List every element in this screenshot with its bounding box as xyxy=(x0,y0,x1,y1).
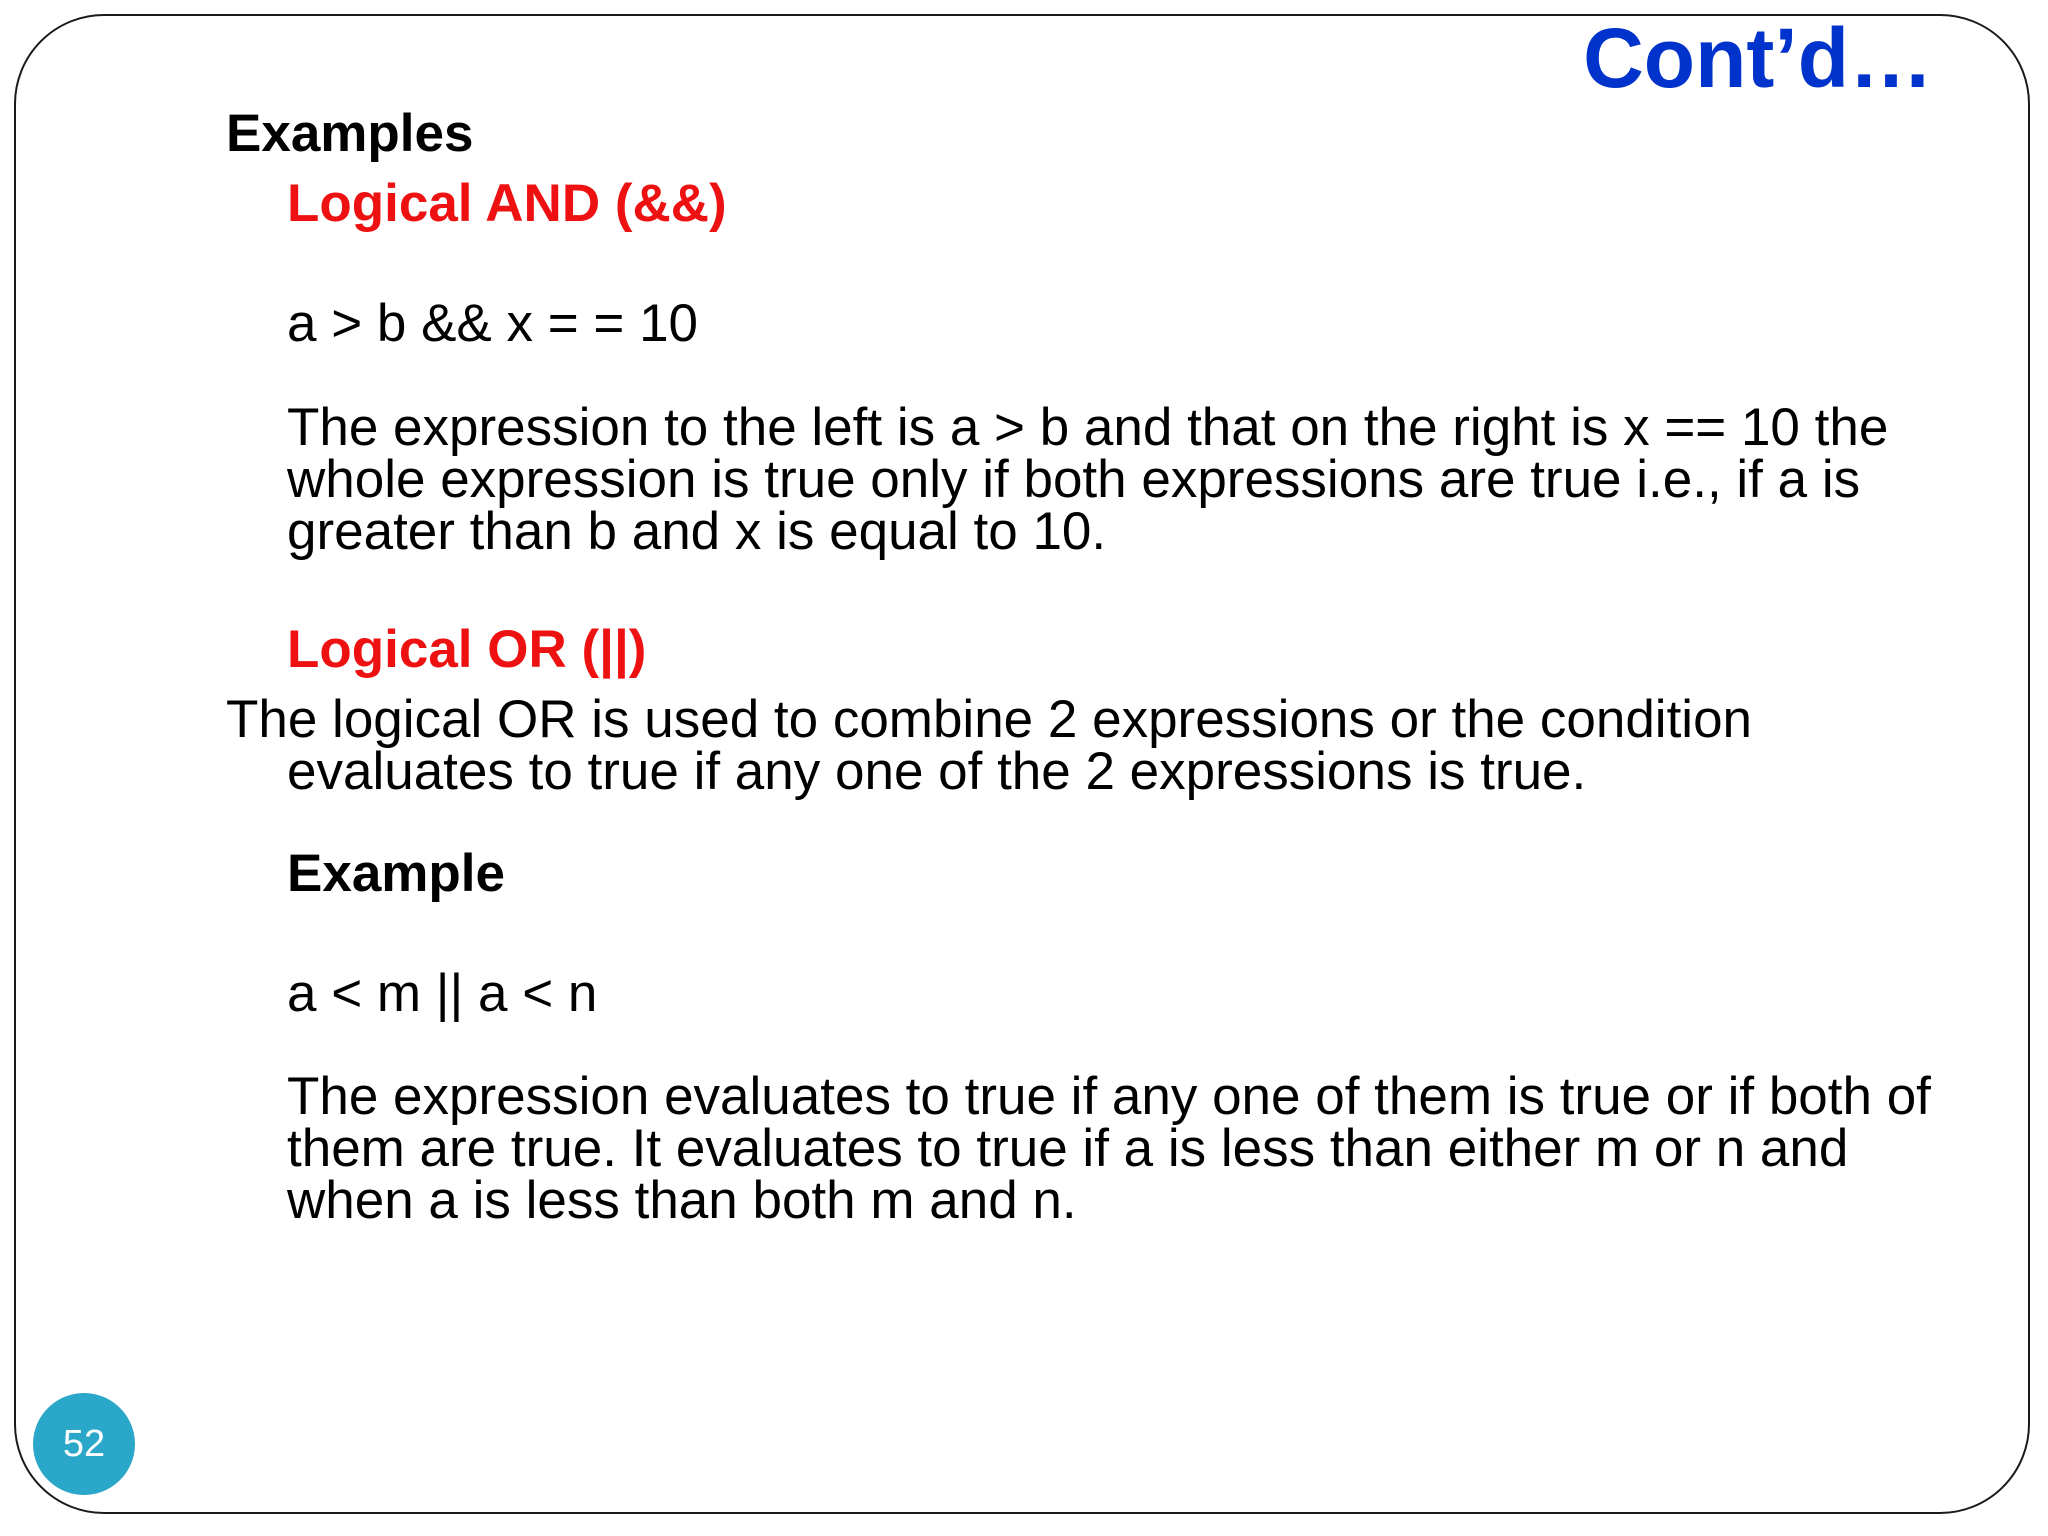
slide-title: Cont’d… xyxy=(1583,11,1933,105)
or-expression: a < m || a < n xyxy=(287,964,598,1023)
and-expression: a > b && x = = 10 xyxy=(287,294,699,353)
page-number-badge xyxy=(33,1393,135,1495)
page-number: 52 xyxy=(62,1422,106,1465)
logical-and-heading: Logical AND (&&) xyxy=(287,174,727,233)
or-intro-line-1: The logical OR is used to combine 2 expressions or the condition xyxy=(226,690,1753,749)
or-intro-line-2: evaluates to true if any one of the 2 expressions is true. xyxy=(287,742,1587,801)
and-explanation: The expression to the left is a > b and that on the right is x == 10 the whole expression is true only if both expressions are true i.e., if a is greater than b and x is equal to 10. xyxy=(287,398,1889,561)
example-heading: Example xyxy=(287,844,506,903)
or-explanation: The expression evaluates to true if any one of them is true or if both of them are true. It evaluates to true if a is less than either m or n and when a is less than both m and n. xyxy=(287,1067,1931,1230)
logical-or-heading: Logical OR (||) xyxy=(287,620,647,679)
examples-heading: Examples xyxy=(226,104,474,163)
